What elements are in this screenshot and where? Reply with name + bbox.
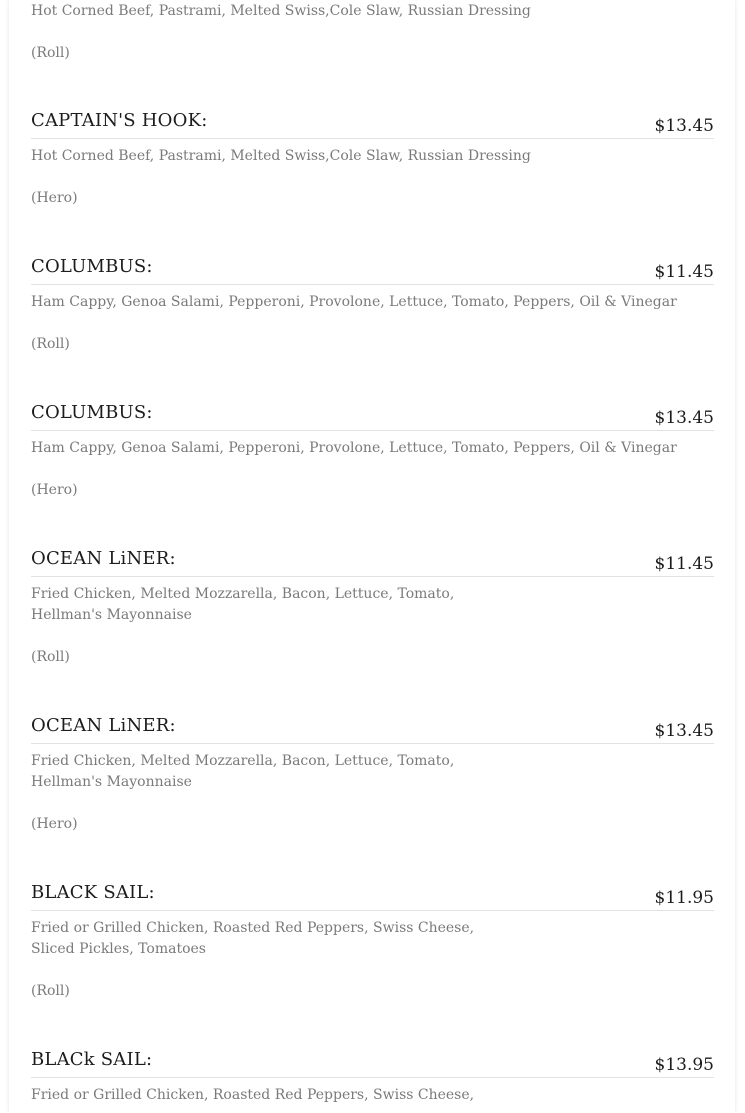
item-header (31, 880, 714, 911)
item-price: $13.45 (654, 116, 714, 136)
item-description: Fried or Grilled Chicken, Roasted Red Peppers, Swiss Cheese, Sliced Pickles, Tomatoes (31, 920, 475, 957)
item-name: COLUMBUS: (31, 402, 153, 423)
item-name: OCEAN LiNER: (31, 715, 176, 736)
item-description: Hot Corned Beef, Pastrami, Melted Swiss,Cole Slaw, Russian Dressing (31, 3, 531, 19)
menu-item[interactable] (31, 546, 714, 668)
item-description: Hot Corned Beef, Pastrami, Melted Swiss,Cole Slaw, Russian Dressing (31, 148, 531, 164)
menu-item[interactable] (31, 400, 714, 501)
menu-item[interactable] (31, 713, 714, 835)
item-price: $11.95 (654, 888, 714, 908)
item-size: (Hero) (31, 482, 78, 498)
menu-page (9, 0, 735, 1113)
menu-item-partial (31, 0, 723, 64)
item-size: (Hero) (31, 816, 78, 832)
item-price: $13.45 (654, 408, 714, 428)
item-header (31, 254, 714, 285)
item-header (31, 546, 714, 577)
item-description: Fried Chicken, Melted Mozzarella, Bacon, Lettuce, Tomato, Hellman's Mayonnaise (31, 586, 455, 623)
menu-item[interactable] (31, 880, 714, 1002)
menu-item[interactable] (31, 108, 714, 209)
item-size: (Roll) (31, 649, 70, 665)
item-name: CAPTAIN'S HOOK: (31, 110, 208, 131)
item-price: $11.45 (654, 554, 714, 574)
menu-item[interactable] (31, 1047, 714, 1106)
item-size: (Roll) (31, 45, 70, 61)
item-description: Fried Chicken, Melted Mozzarella, Bacon, Lettuce, Tomato, Hellman's Mayonnaise (31, 753, 455, 790)
item-size: (Roll) (31, 336, 70, 352)
item-description: Fried or Grilled Chicken, Roasted Red Peppers, Swiss Cheese, (31, 1087, 475, 1103)
item-name: COLUMBUS: (31, 256, 153, 277)
item-description: Ham Cappy, Genoa Salami, Pepperoni, Provolone, Lettuce, Tomato, Peppers, Oil & Vinegar (31, 294, 677, 310)
item-description: Ham Cappy, Genoa Salami, Pepperoni, Provolone, Lettuce, Tomato, Peppers, Oil & Vinegar (31, 440, 677, 456)
item-name: BLACK SAIL: (31, 882, 155, 903)
item-name: OCEAN LiNER: (31, 548, 176, 569)
item-name: BLACk SAIL: (31, 1049, 153, 1070)
item-size: (Hero) (31, 190, 78, 206)
item-header (31, 108, 714, 139)
item-price: $13.45 (654, 721, 714, 741)
item-header (31, 1047, 714, 1078)
item-header (31, 713, 714, 744)
menu-item[interactable] (31, 254, 714, 355)
item-price: $11.45 (654, 262, 714, 282)
item-header (31, 400, 714, 431)
item-price: $13.95 (654, 1055, 714, 1075)
item-size: (Roll) (31, 983, 70, 999)
